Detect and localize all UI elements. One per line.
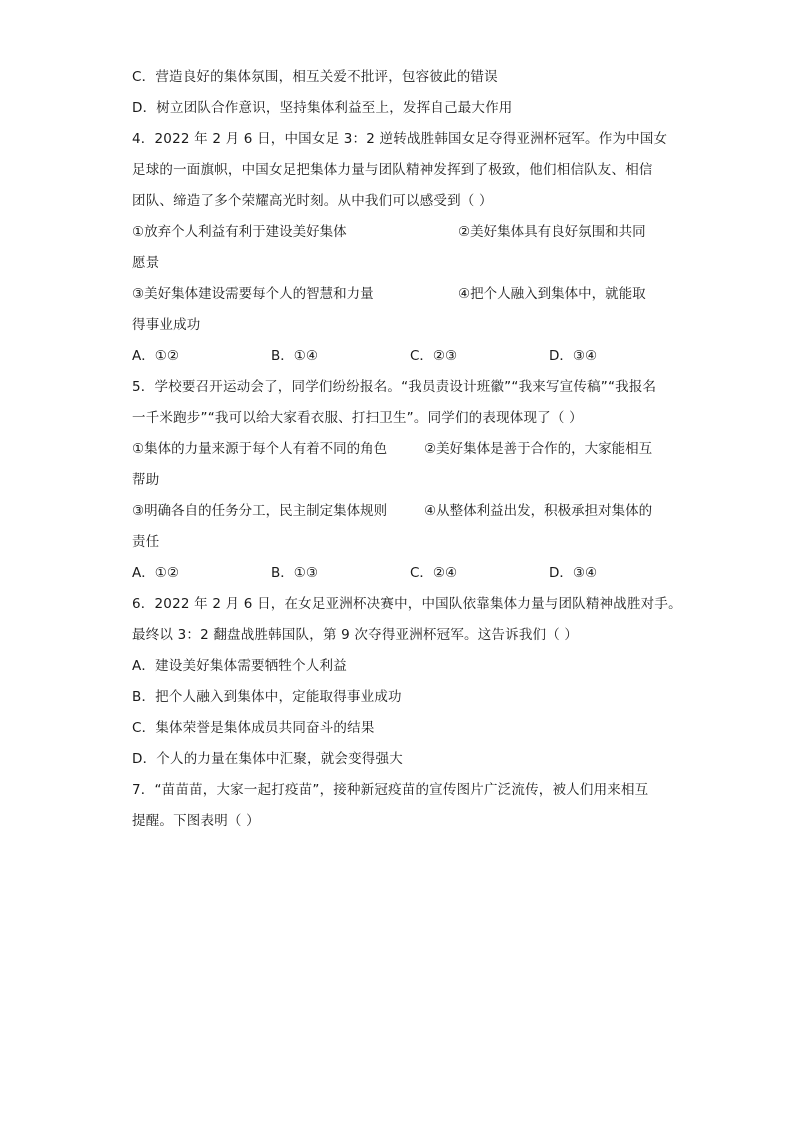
q5-statements-row-1: [132, 434, 662, 465]
q6-stem-line-1: 6．2022 年 2 月 6 日，在女足亚洲杯决赛中，中国队依靠集体力量与团队精神战胜对手。: [132, 596, 682, 612]
q5-statement-4-continued: 责任: [132, 534, 160, 550]
page-content: [132, 62, 682, 837]
q4-statements-row-1: [132, 217, 662, 248]
q5-stem-line-1: 5．学校要召开运动会了，同学们纷纷报名。“我员责设计班徽”“我来写宣传稿”“我报名: [132, 379, 657, 395]
q5-choice-d: D．③④: [549, 565, 598, 581]
q4-stem-line-2: 足球的一面旗帜，中国女足把集体力量与团队精神发挥到了极致，他们相信队友、相信: [132, 162, 653, 178]
q4-choice-b: B．①④: [271, 348, 318, 364]
q4-stem-line-1: 4．2022 年 2 月 6 日，中国女足 3：2 逆转战胜韩国女足夺得亚洲杯冠军。作为中国女: [132, 131, 668, 147]
q3-option-d: D．树立团队合作意识，坚持集体利益至上，发挥自己最大作用: [132, 100, 513, 116]
q4-statement-1: ①放弃个人利益有利于建设美好集体: [132, 224, 347, 240]
q4-choices: [132, 341, 662, 372]
q5-statement-2: ②美好集体是善于合作的，大家能相互: [424, 441, 653, 457]
q5-choice-b: B．①③: [271, 565, 318, 581]
q6-option-a: A．建设美好集体需要牺牲个人利益: [132, 658, 347, 674]
q6-option-d: D．个人的力量在集体中汇聚，就会变得强大: [132, 751, 403, 767]
q5-choice-a: A．①②: [132, 565, 179, 581]
q4-statement-4-continued: 得事业成功: [132, 317, 201, 333]
q5-choice-c: C．②④: [410, 565, 458, 581]
q4-choice-c: C．②③: [410, 348, 458, 364]
q4-stem-line-3: 团队、缔造了多个荣耀高光时刻。从中我们可以感受到（ ）: [132, 193, 493, 209]
q7-stem-line-2: 提醒。下图表明（ ）: [132, 813, 260, 829]
q6-option-b: B．把个人融入到集体中，定能取得事业成功: [132, 689, 402, 705]
q5-choices: [132, 558, 662, 589]
q5-statements-row-2: [132, 496, 662, 527]
q5-statement-1: ①集体的力量来源于每个人有着不同的角色: [132, 441, 388, 457]
q3-option-c: C．营造良好的集体氛围，相互关爱不批评，包容彼此的错误: [132, 69, 498, 85]
q7-stem-line-1: 7．“苗苗苗，大家一起打疫苗”，接种新冠疫苗的宣传图片广泛流传，被人们用来相互: [132, 782, 649, 798]
q4-statement-2: ②美好集体具有良好氛围和共同: [458, 224, 646, 240]
q5-statement-4: ④从整体利益出发，积极承担对集体的: [424, 503, 653, 519]
q6-stem-line-2: 最终以 3：2 翻盘战胜韩国队，第 9 次夺得亚洲杯冠军。这告诉我们（ ）: [132, 627, 579, 643]
q4-statement-4: ④把个人融入到集体中，就能取: [458, 286, 646, 302]
q5-stem-line-2: 一千米跑步”“我可以给大家看衣服、打扫卫生”。同学们的表现体现了（ ）: [132, 410, 583, 426]
q4-statements-row-2: [132, 279, 662, 310]
q4-statement-3: ③美好集体建设需要每个人的智慧和力量: [132, 286, 374, 302]
q5-statement-3: ③明确各自的任务分工，民主制定集体规则: [132, 503, 388, 519]
q4-statement-2-continued: 愿景: [132, 255, 160, 271]
q4-choice-d: D．③④: [549, 348, 598, 364]
q4-choice-a: A．①②: [132, 348, 179, 364]
q6-option-c: C．集体荣誉是集体成员共同奋斗的结果: [132, 720, 375, 736]
q5-statement-2-continued: 帮助: [132, 472, 160, 488]
